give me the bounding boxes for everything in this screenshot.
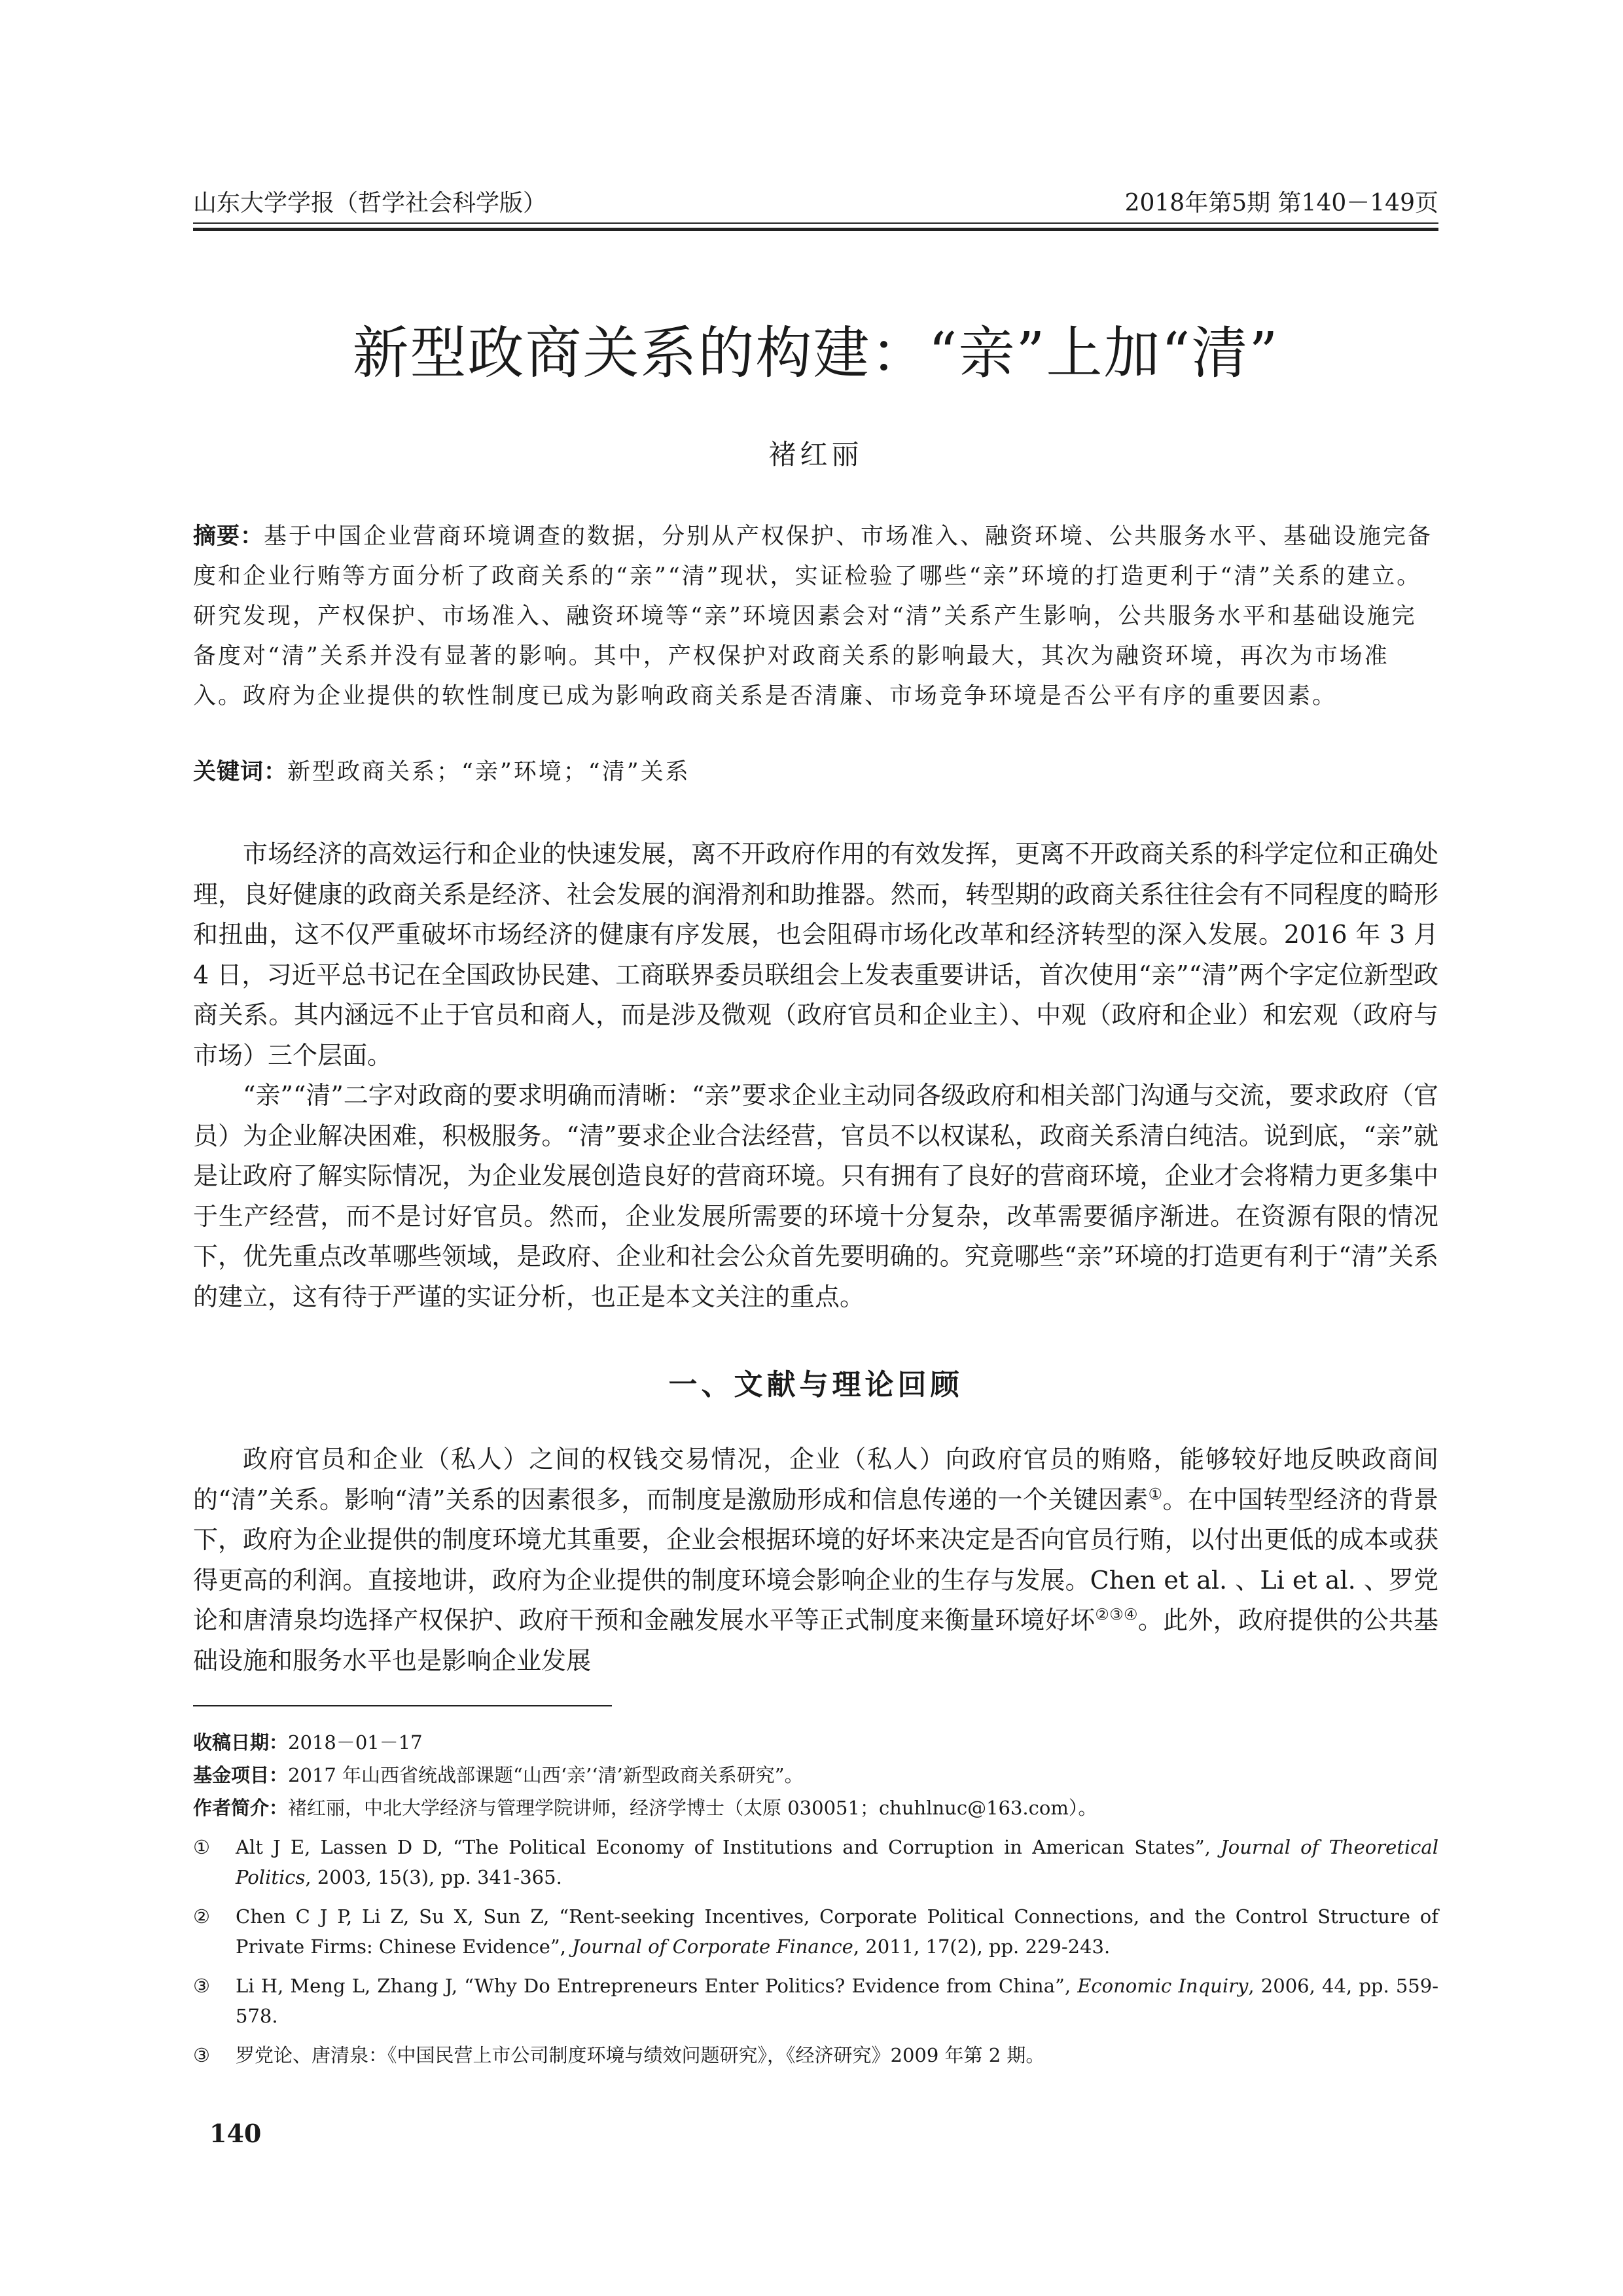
footnote-text <box>236 1971 1438 2031</box>
section-heading-1: 一、文献与理论回顾 <box>668 1368 963 1402</box>
issue-info: 2018年第5期 第140－149页 <box>1124 190 1438 217</box>
intro-section <box>193 834 1438 1317</box>
text-run: 政府官员和企业（私人）之间的权钱交易情况，企业（私人）向政府官员的贿赂，能够较好地反映政商间的“清”关系。影响“清”关系的因素很多，而制度是激励形成和信息传递的一个关键因素 <box>193 1445 1438 1514</box>
journal-title: Journal of Corporate Finance <box>572 1935 853 1958</box>
journal-title: Economic Inquiry <box>1077 1975 1249 1997</box>
footnote-ref: ① <box>1148 1484 1163 1503</box>
received-date <box>193 1727 1438 1757</box>
citation-details: , 2011, 17(2), pp. 229-243. <box>853 1935 1111 1958</box>
fund-label: 基金项目： <box>193 1764 289 1786</box>
text-run: 。在中国转型经济的背景下，政府为企业提供的制度环境尤其重要，企业会根据环境的好坏来决定是否向官员行贿，以付出更低的成本或获得更高的利润。直接地讲，政府为企业提供的制度环境会影响企业的生存与发展。Chen et al. 、Li et al. 、罗党论和唐清泉均选择产权保护、政府干预和金融发展水平等正式制度来衡量环境好坏 <box>193 1485 1438 1634</box>
footnote-rule <box>193 1705 612 1706</box>
footnote-item <box>193 1832 1438 1892</box>
intro-paragraph-1: 市场经济的高效运行和企业的快速发展，离不开政府作用的有效发挥，更离不开政商关系的科学定位和正确处理，良好健康的政商关系是经济、社会发展的润滑剂和助推器。然而，转型期的政商关系往往会有不同程度的畸形和扭曲，这不仅严重破坏市场经济的健康有序发展，也会阻碍市场化改革和经济转型的深入发展。2016 年 3 月 4 日，习近平总书记在全国政协民建、工商联界委员联组会上发表重要讲话，首次使用“亲”“清”两个字定位新型政商关系。其内涵远不止于官员和商人，而是涉及微观（政府官员和企业主）、中观（政府和企业）和宏观（政府与市场）三个层面。 <box>193 839 1438 1070</box>
footnotes <box>193 1727 1438 2070</box>
received-value: 2018－01－17 <box>288 1731 423 1754</box>
footnote-ref: ②③④ <box>1095 1605 1138 1624</box>
running-header <box>193 185 1438 227</box>
footnote-text <box>236 2040 1438 2070</box>
citation-details: , 2006, 44, pp. 559-578. <box>236 1975 1439 2027</box>
section-1-body <box>193 1439 1438 1681</box>
citation-text: Li H, Meng L, Zhang J, “Why Do Entrepreneurs Enter Politics? Evidence from China”, <box>236 1975 1078 1997</box>
received-label: 收稿日期： <box>193 1731 289 1754</box>
citation-text: 罗党论、唐清泉：《中国民营上市公司制度环境与绩效问题研究》，《经济研究》2009 年第 2 期。 <box>236 2044 1045 2066</box>
footnote-mark: ③ <box>193 1975 210 1997</box>
page-number: 140 <box>209 2119 262 2148</box>
author-name: 褚红丽 <box>768 438 863 470</box>
abstract-label: 摘要： <box>193 523 264 550</box>
abstract-text: 基于中国企业营商环境调查的数据，分别从产权保护、市场准入、融资环境、公共服务水平、基础设施完备度和企业行贿等方面分析了政商关系的“亲”“清”现状，实证检验了哪些“亲”环境的打造更利于“清”关系的建立。研究发现，产权保护、市场准入、融资环境等“亲”环境因素会对“清”关系产生影响，公共服务水平和基础设施完备度对“清”关系并没有显著的影响。其中，产权保护对政商关系的影响最大，其次为融资环境，再次为市场准入。政府为企业提供的软性制度已成为影响政商关系是否清廉、市场竞争环境是否公平有序的重要因素。 <box>193 523 1433 709</box>
fund-value: 2017 年山西省统战部课题“山西‘亲’‘清’新型政商关系研究”。 <box>288 1764 804 1786</box>
footnote-mark: ① <box>193 1836 210 1858</box>
keywords <box>193 752 1438 792</box>
citation-text: Chen C J P, Li Z, Su X, Sun Z, “Rent-seeking Incentives, Corporate Political Connections, and the Control Structure of Private Firms: Chinese Evidence”, <box>236 1905 1438 1958</box>
text-run: 。此外，政府提供的公共基础设施和服务水平也是影响企业发展 <box>193 1606 1438 1675</box>
keywords-text: 新型政商关系；“亲”环境；“清”关系 <box>287 759 690 785</box>
intro-paragraph-2: “亲”“清”二字对政商的要求明确而清晰：“亲”要求企业主动同各级政府和相关部门沟通与交流，要求政府（官员）为企业解决困难，积极服务。“清”要求企业合法经营，官员不以权谋私，政商关系清白纯洁。说到底，“亲”就是让政府了解实际情况，为企业发展创造良好的营商环境。只有拥有了良好的营商环境，企业才会将精力更多集中于生产经营，而不是讨好官员。然而，企业发展所需要的环境十分复杂，改革需要循序渐进。在资源有限的情况下，优先重点改革哪些领域，是政府、企业和社会公众首先要明确的。究竟哪些“亲”环境的打造更有利于“清”关系的建立，这有待于严谨的实证分析，也正是本文关注的重点。 <box>193 1081 1438 1311</box>
journal-title: Journal of Theoretical Politics <box>236 1836 1438 1888</box>
citation-details: , 2003, 15(3), pp. 341-365. <box>305 1866 562 1888</box>
footnote-text <box>236 1832 1438 1892</box>
footnote-text <box>236 1901 1438 1962</box>
abstract <box>193 517 1438 716</box>
footnote-item <box>193 1971 1438 2031</box>
footnote-item <box>193 2040 1438 2070</box>
fund-info <box>193 1760 1438 1790</box>
header-rule <box>193 222 1438 231</box>
keywords-label: 关键词： <box>193 759 288 785</box>
journal-name: 山东大学学报（哲学社会科学版） <box>193 190 547 217</box>
article-title: 新型政商关系的构建：“亲”上加“清” <box>352 321 1279 386</box>
citation-text: Alt J E, Lassen D D, “The Political Economy of Institutions and Corruption in American States”, <box>236 1836 1221 1858</box>
footnote-item <box>193 1901 1438 1962</box>
author-info-value: 褚红丽，中北大学经济与管理学院讲师，经济学博士（太原 030051；chuhlnuc@163.com）。 <box>288 1797 1097 1819</box>
footnote-mark: ③ <box>193 2044 210 2066</box>
author-info <box>193 1793 1438 1823</box>
section-1-paragraph-1 <box>193 1439 1438 1681</box>
author-info-label: 作者简介： <box>193 1797 289 1819</box>
footnote-mark: ② <box>193 1905 210 1928</box>
